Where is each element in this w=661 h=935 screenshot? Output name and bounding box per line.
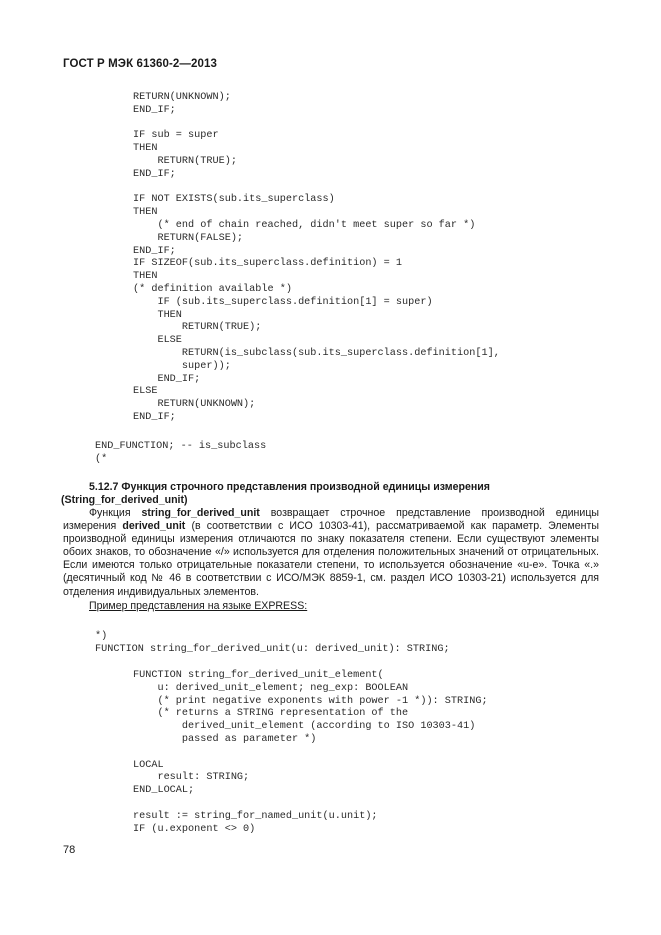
- code-block-end-function: END_FUNCTION; -- is_subclass (*: [95, 441, 267, 465]
- parameter-name: derived_unit: [122, 520, 186, 533]
- code-text: RETURN(UNKNOWN); END_IF; IF sub = super THEN RETURN(TRUE); END_IF; IF NOT EXISTS(sub.its_superclass) THEN (* end of chain reached, didn't meet super so far *) RETURN(FALSE); END_IF; IF SIZEOF(sub.its_superclass.definition) = 1 THEN (* definition available *) IF (sub.its_superclass.definition[1] = super) THEN RETURN(TRUE); ELSE RETURN(is_subclass(sub.its_superclass.definition[1], super)); END_IF; ELSE RETURN(UNKNOWN); END_IF;: [133, 92, 500, 423]
- para-mid: возвращает строчное представление производной единицы измерения: [63, 507, 599, 533]
- document-header: ГОСТ Р МЭК 61360-2—2013: [63, 58, 217, 70]
- section-title: 5.12.7 Функция строчного представления производной единицы измерения (String_for_derived_unit): [61, 481, 490, 507]
- code-block-function-header: *) FUNCTION string_for_derived_unit(u: derived_unit): STRING;: [95, 631, 450, 655]
- function-name: string_for_derived_unit: [141, 507, 260, 519]
- code-block-element-function: FUNCTION string_for_derived_unit_element( u: derived_unit_element; neg_exp: BOOLEAN (* print negative exponents with power -1 *)): STRING; (* returns a STRING representation of the derived_unit_element (according to ISO 10303-41) passed as parameter *) LOCAL result: STRING; END_LOCAL; result := string_for_named_unit(u.unit); IF (u.exponent <> 0): [133, 670, 488, 835]
- section-paragraph: [63, 507, 599, 599]
- example-label: Пример представления на языке EXPRESS:: [89, 600, 308, 612]
- code-block-is-subclass-body: [133, 92, 500, 425]
- para-prefix: Функция: [89, 507, 142, 519]
- page-number: 78: [63, 844, 76, 856]
- para-rest: (в соответствии с ИСО 10303-41), рассматриваемой как параметр. Элементы производной единицы измерения отличаются по знаку показателя степени. Если существуют элементы обоих знаков, то обозначение «/» используется для отделения положительных значений от отрицательных. Если имеются только отрицательные показатели степени, то используется обозначение «u-e». Точка «.» (десятичный код № 46 в соответствии с ИСО/МЭК 8859-1, см. раздел ИСО 10303-21) используется для отделения индивидуальных элементов.: [63, 520, 599, 598]
